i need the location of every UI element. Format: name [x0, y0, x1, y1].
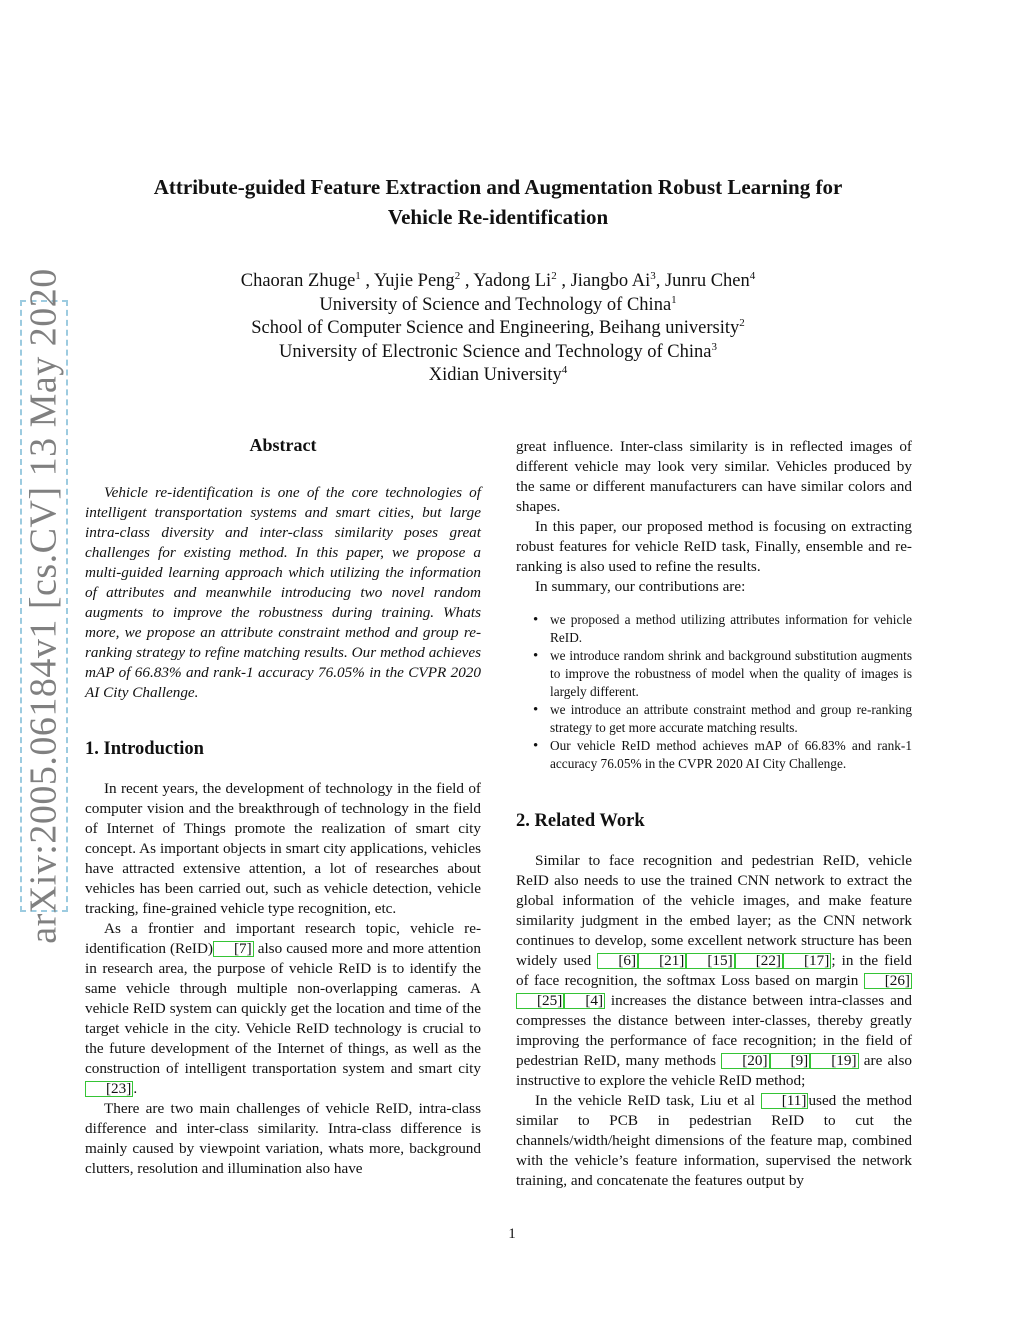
citation-link[interactable]: [23]: [85, 1081, 133, 1097]
author-sep: ,: [556, 271, 571, 291]
author-sup: 3: [650, 270, 656, 282]
abstract-text: Vehicle re-identification is one of the core technologies of intelligent transportation systems and smart cities, but large intra-class diversity and inter-class similarity poses great challenges for existing method. In this paper, we propose a multi-guided learning approach which utilizing the information of attributes and meanwhile introducing two novel random augments to improve the robustness during training. Whats more, we propose an attribute constraint method and group re-ranking strategy to refine matching results. Our method achieves mAP of 66.83% and rank-1 accuracy 76.05% in the CVPR 2020 AI City Challenge.: [85, 484, 481, 701]
affiliation-sup: 1: [671, 293, 677, 306]
affiliation-text: School of Computer Science and Engineering, Beihang university: [251, 318, 740, 338]
affiliation-sup: 2: [739, 317, 745, 329]
citation-link[interactable]: [25]: [516, 993, 564, 1009]
intro-heading: 1. Introduction: [85, 739, 204, 759]
affiliation-text: Xidian University: [428, 365, 562, 385]
intro-paragraph-1: In recent years, the development of technology in the field of computer vision and the breakthrough of technology in the field of Internet of Things promote the realization of smart city concept. As important objects in smart city applications, vehicles have attracted extensive attention, a lot of researches about vehicles has been carried out, such as vehicle detection, vehicle tracking, fine-grained vehicle type recognition, etc.: [85, 780, 481, 917]
left-column: [85, 433, 481, 1179]
author-sup: 4: [749, 270, 756, 282]
affiliation-sup: 4: [561, 364, 568, 376]
affiliation-text: University of Science and Technology of China: [319, 294, 672, 315]
page-number: 1: [508, 1226, 516, 1242]
related-work-heading: 2. Related Work: [516, 811, 645, 831]
citation-link[interactable]: [11]: [761, 1093, 809, 1109]
citation-link[interactable]: [20]: [721, 1053, 769, 1069]
author-sup: 2: [551, 270, 557, 282]
citation-link[interactable]: [9]: [770, 1053, 811, 1069]
text-run: Similar to face recognition and pedestrian ReID, vehicle ReID also needs to use the trained CNN network to extract the global information of the vehicle images, and make feature similarity judgment in the embed layer; as the CNN network continues to develop, some excellent network structure has been widely used: [516, 852, 912, 969]
intro-paragraph-4: In this paper, our proposed method is focusing on extracting robust features for vehicle ReID task, Finally, ensemble and re-ranking is also used to refine the results.: [516, 518, 912, 575]
arxiv-sidebar-stamp: [20, 268, 68, 944]
list-item: • we introduce an attribute constraint method and group re-ranking strategy to get more accurate matching results.: [550, 701, 912, 737]
citation-link[interactable]: [17]: [783, 953, 831, 969]
intro-continued-paragraph: great influence. Inter-class similarity is in reflected images of different vehicle may look very similar. Vehicles produced by the same or different manufacturers can have similar colors and shapes.: [516, 438, 912, 515]
author-sep: ,: [460, 271, 474, 291]
affiliation-text: University of Electronic Science and Technology of China: [279, 341, 712, 362]
contributions-list: [516, 611, 912, 773]
text-run: .: [133, 1080, 138, 1097]
title-line-2: Vehicle Re-identification: [387, 205, 609, 229]
abstract-heading: Abstract: [249, 435, 317, 455]
right-column: [516, 437, 912, 1191]
list-item: • we introduce random shrink and background substitution augments to improve the robustness of model when the quality of images is largely different.: [550, 647, 912, 701]
text-run: used the method similar to PCB in pedestrian ReID to cut the channels/width/height dimensions of the feature map, combined with the vehicle’s feature information, supervised the network training, and concatenate the features output by: [516, 1092, 912, 1189]
affiliation: [90, 341, 906, 365]
author-sep: ,: [360, 271, 374, 291]
author-sup: 1: [355, 270, 361, 282]
intro-paragraph-3: There are two main challenges of vehicle ReID, intra-class difference and inter-class similarity. Intra-class difference is mainly caused by viewpoint variation, whats more, background clutters, resolution and illumination also have: [85, 1100, 481, 1177]
affiliation: [90, 317, 906, 341]
author-block: [90, 270, 906, 388]
citation-link[interactable]: [26]: [864, 973, 912, 989]
citation-link[interactable]: [21]: [638, 953, 686, 969]
contributions-lead: In summary, our contributions are:: [535, 578, 746, 595]
citation-link[interactable]: [19]: [810, 1053, 858, 1069]
text-run: also caused more and more attention in research area, the purpose of vehicle ReID is to identify the same vehicle through multiple non-overlapping cameras. A vehicle ReID system can quickly get the location and time of the target vehicle in the city. Vehicle ReID technology is crucial to the future development of the Internet of things, as well as the construction of intelligent transportation system and smart city: [85, 940, 481, 1077]
citation-link[interactable]: [4]: [564, 993, 605, 1009]
citation-link[interactable]: [22]: [735, 953, 783, 969]
author-sep: ,: [655, 271, 665, 291]
citation-link[interactable]: [6]: [597, 953, 638, 969]
affiliation: [90, 294, 906, 318]
intro-paragraph-2: [85, 919, 481, 1099]
author-name: Junru Chen: [664, 271, 750, 291]
title-line-1: Attribute-guided Feature Extraction and Augmentation Robust Learning for: [153, 175, 843, 199]
text-run: are also instructive to explore the vehicle ReID method;: [516, 1052, 912, 1089]
paper-title: [90, 172, 906, 232]
citation-link[interactable]: [15]: [686, 953, 734, 969]
affiliation: [90, 364, 906, 388]
arxiv-id: arXiv:2005.06184v1 [cs.CV] 13 May 2020: [23, 268, 66, 944]
author-name: Chaoran Zhuge: [240, 271, 356, 291]
list-item: • Our vehicle ReID method achieves mAP of 66.83% and rank-1 accuracy 76.05% in the CVPR 2020 AI City Challenge.: [550, 737, 912, 773]
list-item: • we proposed a method utilizing attributes information for vehicle ReID.: [550, 611, 912, 647]
citation-link[interactable]: [7]: [213, 941, 254, 957]
text-run: As a frontier and important research topic, vehicle re-identification (ReID): [85, 920, 481, 957]
author-list: [90, 270, 906, 294]
text-run: In the vehicle ReID task, Liu et al: [535, 1092, 761, 1109]
affiliation-sup: 3: [711, 340, 717, 353]
author-name: Jiangbo Ai: [570, 271, 651, 291]
related-paragraph-1: [516, 851, 912, 1091]
author-sup: 2: [454, 270, 461, 282]
author-name: Yadong Li: [473, 271, 552, 291]
related-paragraph-2: [516, 1091, 912, 1191]
text-run: ; in the field of face recognition, the softmax Loss based on margin: [516, 952, 912, 989]
text-run: increases the distance between intra-classes and compresses the distance between inter-classes, thereby greatly improving the performance of face recognition; in the field of pedestrian ReID, many methods: [516, 992, 912, 1069]
author-name: Yujie Peng: [374, 271, 455, 291]
